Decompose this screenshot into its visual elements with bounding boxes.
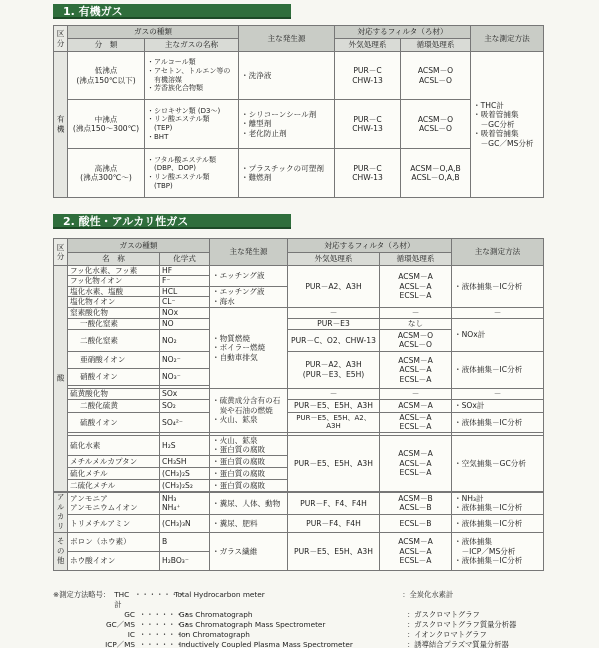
- filter-ext: PUR－A2、A3H: [288, 266, 380, 308]
- method-item: ・THC計: [473, 100, 504, 110]
- table-row: [54, 307, 544, 318]
- source-item: 炭や石油の燃焼: [212, 405, 273, 415]
- header-source: 主な発生源: [239, 26, 335, 52]
- class-label: 中沸点: [94, 114, 118, 124]
- header-formula: 化学式: [160, 253, 210, 266]
- method-item: ・空気捕集－GC分析: [452, 435, 544, 491]
- gas-name: ・芳香族化合物類: [147, 84, 203, 93]
- legend-abbr: THC計: [114, 590, 130, 609]
- legend-abbr: ICP／MS: [105, 640, 135, 648]
- formula: (CH₃)₃N: [160, 514, 210, 532]
- class-label: 低沸点: [94, 66, 118, 76]
- method-item: ・液体捕集－IC分析: [454, 503, 523, 513]
- legend-english: Ion Chromatograph: [179, 630, 250, 639]
- filter-ext: PUR－E5、E5H、A3H: [288, 399, 380, 412]
- filter-circ: －: [380, 307, 452, 318]
- acid-alkali-gas-table: [53, 238, 544, 571]
- boiling-range: (沸点300℃～): [80, 173, 132, 182]
- filter-circ: ACSM－A: [398, 272, 433, 282]
- filter-circ: ACSL－O: [399, 340, 432, 350]
- filter-circ: なし: [380, 318, 452, 329]
- header-method: 主な測定方法: [471, 26, 544, 52]
- filter-ext: CHW-13: [352, 173, 383, 182]
- method-item: －GC分析: [473, 119, 515, 129]
- filter-ext: PUR－F4、F4H: [288, 514, 380, 532]
- method-item: ・液体捕集－IC分析: [452, 412, 544, 432]
- filter-circ: ACSM－A: [398, 355, 433, 365]
- header-name: 名 称: [68, 253, 160, 266]
- filter-ext: PUR－F、F4、F4H: [288, 492, 380, 514]
- section2-title: 2. 酸性・アルカリ性ガス: [53, 214, 291, 229]
- filter-ext: PUR－C、O2、CHW-13: [288, 329, 380, 351]
- legend-japanese: ：ガスクロマトグラフ: [407, 610, 480, 619]
- method-item: ・液体捕集－IC分析: [454, 556, 523, 566]
- gas-name: ・アセトン、トルエン等の: [147, 66, 231, 75]
- filter-circ: ECSL－B: [380, 514, 452, 532]
- table-row: [54, 532, 544, 551]
- filter-circ: ACSM－B: [398, 493, 433, 503]
- legend-english: Gas Chromatograph Mass Spectrometer: [179, 620, 326, 629]
- filter-circ: ACSL－A: [399, 281, 432, 291]
- method-item: ・液体捕集－IC分析: [452, 514, 544, 532]
- filter-circ: ECSL－A: [399, 291, 432, 301]
- source-item: ・糞尿、人体、動物: [210, 492, 288, 514]
- source-item: ・火山、鉱泉: [212, 415, 258, 425]
- boiling-range: (沸点150℃以下): [76, 75, 136, 85]
- gas-name: 有機溶媒: [147, 75, 182, 84]
- filter-circ: ACSL－A: [399, 412, 432, 422]
- legend-title: ※測定方法略号：: [53, 590, 111, 599]
- table-row: [54, 514, 544, 532]
- header-gas-name: 主なガスの名称: [145, 39, 239, 52]
- formula: H₂S: [160, 435, 210, 455]
- header-category: 区分: [54, 239, 68, 266]
- gas-name: フッ化物イオン: [68, 276, 160, 286]
- filter-ext: －: [288, 388, 380, 399]
- filter-circ: ACSM－O: [397, 330, 434, 340]
- filter-circ: ACSL－O: [419, 124, 452, 133]
- source-item: ・シリコーンシール剤: [241, 109, 317, 119]
- gas-name: 一酸化窒素: [68, 318, 160, 329]
- source-item: ・蛋白質の腐敗: [210, 467, 288, 479]
- method-item: ・NH₃計: [454, 493, 484, 503]
- legend-japanese: ：イオンクロマトグラフ: [407, 630, 487, 639]
- gas-name: アンモニア: [70, 493, 108, 503]
- table-row: [54, 351, 544, 368]
- formula: NO₂⁻: [160, 351, 210, 368]
- method-item: ・NOx計: [452, 318, 544, 351]
- legend-row: [53, 620, 553, 630]
- gas-name: メチルメルカプタン: [68, 455, 160, 467]
- formula: SOx: [160, 388, 210, 399]
- filter-circ: ACSM－A: [398, 449, 433, 459]
- table-row: [54, 52, 544, 100]
- header-external: 外気処理系: [288, 253, 380, 266]
- table-row: [54, 100, 544, 149]
- formula: NO: [160, 318, 210, 329]
- class-label: 高沸点: [94, 163, 118, 173]
- formula: CH₃SH: [160, 455, 210, 467]
- gas-name: 塩化水素、塩酸: [68, 286, 160, 296]
- filter-circ: ECSL－A: [399, 422, 432, 432]
- gas-name: アンモニウムイオン: [70, 503, 138, 513]
- filter-ext: PUR－A2、A3H: [305, 360, 362, 370]
- filter-ext: PUR－C: [353, 163, 382, 173]
- filter-circ: ACSL－B: [399, 503, 432, 513]
- table-row: [54, 412, 544, 432]
- formula: H₂BO₃⁻: [160, 551, 210, 570]
- legend-japanese: ：誘導結合プラズマ質量分析器: [407, 640, 509, 648]
- legend-japanese: ：全炭化水素計: [402, 590, 454, 599]
- header-source: 主な発生源: [210, 239, 288, 266]
- filter-ext: －: [288, 307, 380, 318]
- section1-title: 1. 有機ガス: [53, 4, 291, 19]
- header-filter: 対応するフィルタ（ろ材）: [288, 239, 452, 253]
- table-row: [54, 399, 544, 412]
- gas-name: フッ化水素、フッ素: [68, 266, 160, 276]
- formula: SO₂: [160, 399, 210, 412]
- gas-name: 塩化物イオン: [68, 297, 160, 307]
- gas-name: ・アルコール類: [147, 58, 196, 66]
- filter-ext: CHW-13: [352, 75, 383, 85]
- header-class: 分 類: [68, 39, 145, 52]
- formula: SO₄²⁻: [160, 412, 210, 432]
- filter-circ: ACSL－A: [399, 365, 432, 375]
- source-item: ・エッチング液: [212, 287, 265, 297]
- filter-circ: ACSL－A: [399, 458, 432, 468]
- formula: NH₄⁺: [162, 503, 181, 513]
- header-gas-type: ガスの種類: [68, 26, 239, 39]
- boiling-range: (沸点150～300℃): [72, 124, 140, 133]
- formula: CL⁻: [160, 297, 210, 307]
- legend-abbr: IC: [127, 630, 135, 639]
- legend-row: [53, 610, 553, 620]
- filter-ext: PUR－E5、E5H、A3H: [288, 435, 380, 491]
- gas-name: 硝酸イオン: [68, 368, 160, 385]
- header-gas-type: ガスの種類: [68, 239, 210, 253]
- gas-name: ・シロキサン類 (D3～): [147, 106, 221, 115]
- formula: HF: [160, 266, 210, 276]
- filter-circ: ECSL－A: [399, 468, 432, 478]
- source-item: ・洗浄液: [241, 70, 272, 80]
- gas-name: 二酸化硫黄: [68, 399, 160, 412]
- legend-english: Inductively Coupled Plasma Mass Spectrometer: [179, 640, 353, 648]
- legend-japanese: ：ガスクロマトグラフ質量分析器: [407, 620, 517, 629]
- filter-circ: －: [380, 388, 452, 399]
- source-item: ・蛋白質の腐敗: [210, 479, 288, 491]
- legend-abbr: GC: [124, 610, 135, 619]
- gas-name: (TBP): [147, 181, 173, 190]
- header-category: 区分: [54, 26, 68, 52]
- legend-dots: ・・・・・・・: [139, 640, 191, 648]
- gas-name: 硫黄酸化物: [68, 388, 160, 399]
- source-item: ・難燃剤: [241, 173, 272, 182]
- header-circulation: 循環処理系: [380, 253, 452, 266]
- category-alkali: アルカリ: [54, 492, 68, 532]
- formula: (CH₃)₂S₂: [160, 479, 210, 491]
- filter-circ: ACSM－A: [380, 399, 452, 412]
- gas-name: ・リン酸エステル類: [147, 173, 210, 181]
- filter-circ: ACSL－O: [419, 75, 452, 85]
- category-acid: 酸: [54, 266, 68, 492]
- method-item: ・吸着管捕集: [473, 110, 519, 120]
- source-item: ・自動車排気: [212, 352, 258, 362]
- method-item: －GC／MS分析: [473, 138, 534, 148]
- filter-ext: PUR－E5、E5H、A3H: [288, 532, 380, 570]
- header-external: 外気処理系: [335, 39, 401, 52]
- table-row: [54, 388, 544, 399]
- method-item: －ICP／MS分析: [454, 546, 516, 556]
- legend-english: Total Hydrocarbon meter: [174, 590, 265, 599]
- filter-ext: CHW-13: [352, 124, 383, 133]
- legend-row: [53, 590, 553, 610]
- source-item: ・エッチング液: [210, 266, 288, 287]
- filter-ext: PUR－C: [353, 66, 382, 76]
- method-item: ・吸着管捕集: [473, 129, 519, 139]
- gas-name: 硫酸イオン: [68, 412, 160, 432]
- method-item: ・液体捕集: [454, 537, 492, 547]
- filter-ext: (PUR－E3、E5H): [302, 369, 365, 379]
- formula: NOx: [160, 307, 210, 318]
- gas-name: トリメチルアミン: [68, 514, 160, 532]
- table-row: [54, 149, 544, 198]
- method-item: ・液体捕集－IC分析: [452, 266, 544, 308]
- filter-circ: ECSL－A: [399, 374, 432, 384]
- source-item: ・糞尿、肥料: [210, 514, 288, 532]
- header-circulation: 循環処理系: [401, 39, 471, 52]
- filter-ext: PUR－C: [353, 114, 382, 124]
- header-method: 主な測定方法: [452, 239, 544, 266]
- source-item: ・ガラス繊維: [210, 532, 288, 570]
- gas-name: 亜硝酸イオン: [68, 351, 160, 368]
- source-item: ・硫黄成分含有の石: [212, 396, 281, 406]
- source-item: ・物質燃焼: [212, 333, 250, 343]
- method-item: ・SOx計: [452, 399, 544, 412]
- gas-name: 二酸化窒素: [68, 329, 160, 351]
- gas-name: 二硫化メチル: [68, 479, 160, 491]
- formula: B: [160, 532, 210, 551]
- organic-gas-table: [53, 25, 544, 198]
- legend-dots: ・・・・・・・: [139, 620, 191, 629]
- legend-row: [53, 640, 553, 648]
- filter-circ: ACSM－A: [398, 537, 433, 547]
- gas-name: 窒素酸化物: [68, 307, 160, 318]
- table-row: [54, 492, 544, 514]
- source-item: ・海水: [212, 296, 235, 306]
- filter-circ: ECSL－A: [399, 556, 432, 566]
- formula: NO₃⁻: [160, 368, 210, 385]
- gas-name: ・フタル酸エステル類: [147, 155, 217, 164]
- gas-name: ・リン酸エステル類: [147, 115, 210, 124]
- filter-circ: ACSL－O,A,B: [411, 173, 460, 182]
- method-item: －: [452, 388, 544, 399]
- formula: (CH₃)₂S: [160, 467, 210, 479]
- table-row: [54, 435, 544, 455]
- source-item: ・離型剤: [241, 119, 272, 129]
- source-item: ・蛋白質の腐敗: [210, 455, 288, 467]
- table-row: [54, 318, 544, 329]
- source-item: ・老化防止剤: [241, 128, 287, 138]
- source-item: ・火山、鉱泉: [212, 435, 258, 445]
- source-item: ・ボイラー燃焼: [212, 343, 266, 353]
- gas-name: ボロン（ホウ素）: [68, 532, 160, 551]
- filter-circ: ACSM－O: [417, 114, 454, 124]
- category-organic: 有機: [54, 52, 68, 198]
- filter-circ: ACSM－O: [417, 66, 454, 76]
- legend-dots: ・・・・・・・: [139, 630, 191, 639]
- method-item: －: [452, 307, 544, 318]
- filter-circ: ACSL－A: [399, 546, 432, 556]
- gas-name: (TEP): [147, 124, 173, 132]
- header-filter: 対応するフィルタ（ろ材）: [335, 26, 471, 39]
- legend-abbr: GC／MS: [106, 620, 135, 629]
- formula: NO₂: [160, 329, 210, 351]
- formula: NH₃: [162, 493, 177, 503]
- source-item: ・プラスチックの可塑剤: [241, 163, 324, 173]
- gas-name: ホウ酸イオン: [68, 551, 160, 570]
- filter-ext: PUR－E5、E5H、A2、A3H: [288, 412, 380, 432]
- gas-name: 硫化メチル: [68, 467, 160, 479]
- formula: HCL: [160, 286, 210, 296]
- legend-dots: ・・・・・・・: [139, 610, 191, 619]
- legend-english: Gas Chromatograph: [179, 610, 253, 619]
- formula: F⁻: [160, 276, 210, 286]
- abbreviation-legend: [53, 590, 553, 648]
- legend-row: [53, 630, 553, 640]
- gas-name: ・BHT: [147, 132, 169, 141]
- legend-dots: ・・・・・・・: [134, 590, 186, 599]
- method-item: ・液体捕集－IC分析: [452, 351, 544, 388]
- gas-name: (DBP、DOP): [147, 164, 196, 173]
- filter-ext: PUR－E3: [288, 318, 380, 329]
- filter-circ: ACSM－O,A,B: [410, 163, 461, 173]
- source-item: ・蛋白質の腐敗: [212, 445, 266, 455]
- gas-name: 硫化水素: [68, 435, 160, 455]
- category-other: その他: [54, 532, 68, 570]
- table-row: [54, 266, 544, 276]
